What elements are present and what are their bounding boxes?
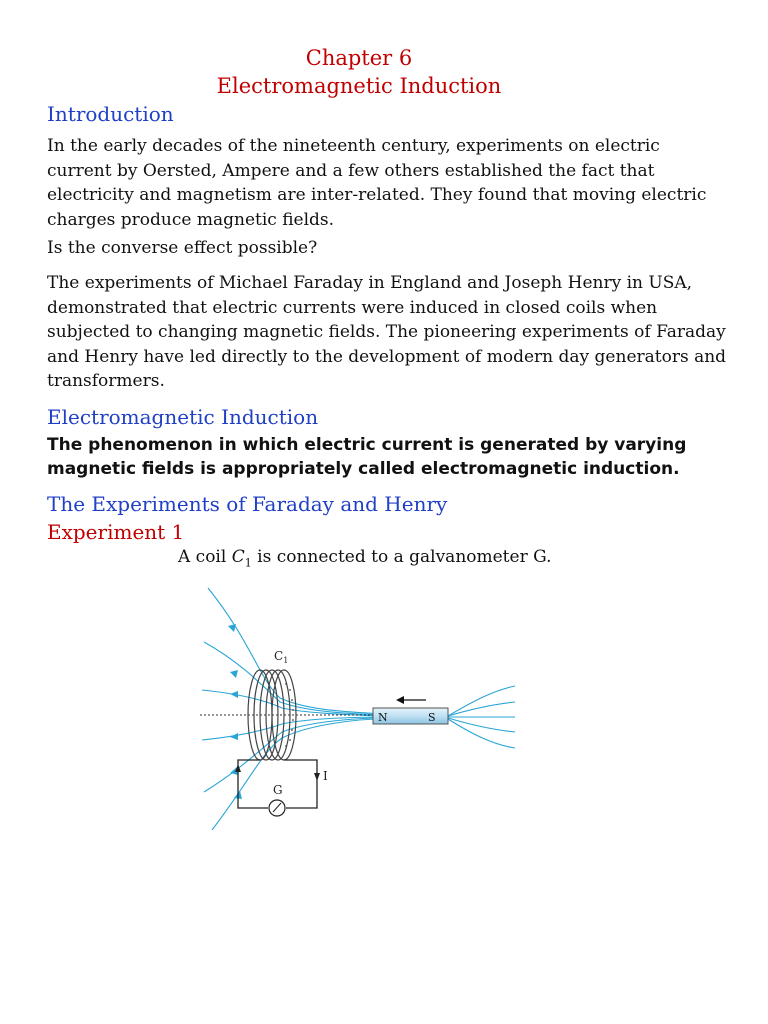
magnet-north-label: N (378, 711, 388, 724)
em-induction-definition: The phenomenon in which electric current is generated by varying magnetic fields is appropriately called electromagnetic induction. (47, 435, 687, 479)
caption-prefix: A coil (178, 547, 232, 567)
field-line (448, 686, 515, 716)
field-arrows (228, 624, 242, 799)
motion-arrowhead (396, 696, 404, 704)
experiment-1-heading: Experiment 1 (47, 520, 185, 544)
field-arrow (230, 670, 238, 678)
introduction-question: Is the converse effect possible? (47, 238, 318, 258)
field-line (448, 719, 515, 748)
experiments-heading: The Experiments of Faraday and Henry (47, 492, 448, 516)
magnetic-field-lines (202, 588, 515, 830)
experiment-1-caption (178, 547, 551, 569)
field-arrow (230, 733, 238, 740)
field-line (448, 702, 515, 716)
introduction-heading: Introduction (47, 102, 174, 126)
introduction-paragraph-1: In the early decades of the nineteenth century, experiments on electric current by Oersted, Ampere and a few others established the fact that electricity and magnetism are inter-related. They found that moving electric charges produce magnetic fields. (47, 136, 707, 230)
coil-label: $C_1$ (274, 649, 289, 665)
faraday-experiment-figure (190, 580, 530, 840)
introduction-paragraph-2: The experiments of Michael Faraday in England and Joseph Henry in USA, demonstrated that electric currents were induced in closed coils when subjected to changing magnetic fields. The pioneering experiments of Faraday and Henry have led directly to the development of modern day generators and transformers. (47, 273, 727, 391)
magnet-south-label: S (428, 711, 436, 724)
field-arrow (230, 691, 238, 698)
chapter-title: Electromagnetic Induction (216, 74, 502, 98)
caption-coil-symbol: C (231, 547, 245, 567)
caption-coil-subscript: 1 (244, 556, 252, 570)
field-line (204, 642, 382, 715)
galvanometer-label: G (273, 783, 283, 797)
em-induction-heading: Electromagnetic Induction (47, 405, 319, 429)
chapter-number: Chapter 6 (305, 46, 413, 70)
current-arrow-down (314, 773, 320, 781)
field-arrow (228, 624, 236, 632)
current-label: I (323, 769, 328, 783)
caption-suffix: is connected to a galvanometer G. (251, 547, 552, 567)
field-line (204, 718, 382, 792)
